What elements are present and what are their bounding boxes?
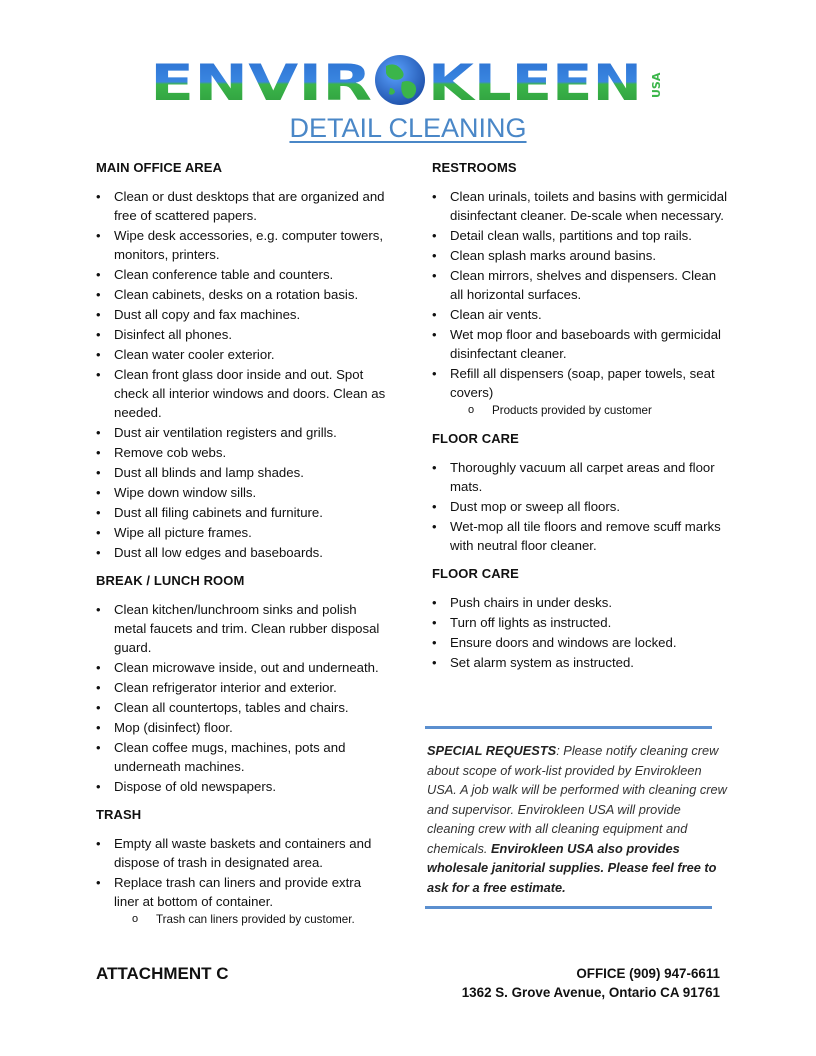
list-item [96,365,386,422]
bullet-icon: • [96,307,101,322]
bullet-icon: • [96,485,101,500]
section-break-lunch-room [96,571,386,796]
special-requests-label: SPECIAL REQUESTS [427,743,557,758]
list-item-text: Clean mirrors, shelves and dispensers. Clean all horizontal surfaces. [450,268,717,302]
section-trash [96,805,386,928]
section-heading: FLOOR CARE [432,431,519,446]
special-requests-text: : Please notify cleaning crew about scope of work-list provided by Envirokleen USA. A job walk will be performed with cleaning crew and supervisor. Envirokleen USA will provide cleaning crew with all cleaning equipment and chemicals. [427,743,727,856]
bullet-icon: • [96,602,101,617]
list-item-text: Dust mop or sweep all floors. [450,499,621,514]
sub-note-text: Products provided by customer [492,404,652,417]
list-item-text: Dust all copy and fax machines. [114,307,301,322]
list-item [96,600,386,657]
list-item-text: Clean air vents. [450,307,542,322]
bullet-icon: • [432,460,437,475]
bullet-list [96,834,386,911]
list-item-text: Turn off lights as instructed. [450,615,612,630]
list-item [96,834,386,872]
bullet-icon: • [96,525,101,540]
bullet-icon: • [96,425,101,440]
list-item-text: Clean water cooler exterior. [114,347,275,362]
list-item-text: Clean kitchen/lunchroom sinks and polish metal faucets and trim. Clean rubber disposal guard. [114,602,380,655]
section-heading: FLOOR CARE [432,566,519,581]
special-requests [427,741,727,897]
bullet-icon: • [432,655,437,670]
list-item [96,777,386,796]
bullet-icon: • [96,189,101,204]
list-item-text: Clean cabinets, desks on a rotation basis. [114,287,359,302]
office-address: 1362 S. Grove Avenue, Ontario CA 91761 [461,985,720,1000]
list-item-text: Dust all filing cabinets and furniture. [114,505,323,520]
list-item [96,678,386,697]
special-requests-top-rule [425,726,712,729]
list-item [432,187,732,225]
bullet-icon: • [96,836,101,851]
bullet-icon: • [432,248,437,263]
list-item-text: Clean splash marks around basins. [450,248,656,263]
bullet-icon: • [432,268,437,283]
bullet-icon: • [432,499,437,514]
list-item-text: Dust air ventilation registers and grills. [114,425,337,440]
left-column [96,158,386,938]
bullet-icon: • [96,287,101,302]
list-item [96,698,386,717]
section-heading: RESTROOMS [432,160,517,175]
list-item [96,265,386,284]
list-item [96,345,386,364]
bullet-icon: • [96,779,101,794]
bullet-icon: • [96,740,101,755]
list-item [96,187,386,225]
globe-icon [375,55,425,105]
section-heading: BREAK / LUNCH ROOM [96,573,245,588]
list-item [96,503,386,522]
list-item-text: Wipe desk accessories, e.g. computer towers, monitors, printers. [114,228,383,262]
bullet-icon: • [432,595,437,610]
bullet-icon: • [96,875,101,890]
list-item-text: Dispose of old newspapers. [114,779,277,794]
bullet-icon: • [96,267,101,282]
bullet-icon: • [96,700,101,715]
list-item [432,517,732,555]
list-item [96,325,386,344]
bullet-icon: • [432,307,437,322]
bullet-icon: • [96,327,101,342]
bullet-icon: • [432,228,437,243]
list-item [96,718,386,737]
list-item [96,523,386,542]
list-item [96,226,386,264]
logo-text-right: KLEEN [428,54,642,108]
bullet-icon: • [432,615,437,630]
bullet-icon: • [432,366,437,381]
list-item-text: Set alarm system as instructed. [450,655,634,670]
sub-bullet-icon: o [132,913,139,925]
list-item-text: Clean front glass door inside and out. Spot check all interior windows and doors. Clean as needed. [114,367,386,420]
list-item-text: Clean all countertops, tables and chairs. [114,700,349,715]
bullet-icon: • [96,660,101,675]
section-floor-care [432,564,732,672]
list-item [432,325,732,363]
list-item-text: Clean microwave inside, out and underneath. [114,660,379,675]
list-item [432,246,732,265]
list-item [96,658,386,677]
section-heading: MAIN OFFICE AREA [96,160,223,175]
bullet-icon: • [96,347,101,362]
list-item [432,226,732,245]
sub-note-text: Trash can liners provided by customer. [156,913,355,926]
office-phone: OFFICE (909) 947-6611 [576,966,720,981]
sub-bullet-icon: o [468,404,475,416]
list-item [432,653,732,672]
bullet-icon: • [96,505,101,520]
list-item-text: Remove cob webs. [114,445,227,460]
bullet-list [432,593,732,672]
bullet-icon: • [432,519,437,534]
section-main-office-area [96,158,386,562]
bullet-list [96,187,386,562]
list-item-text: Detail clean walls, partitions and top rails. [450,228,692,243]
envirokleen-logo [150,52,670,108]
bullet-icon: • [432,189,437,204]
list-item [96,423,386,442]
list-item [96,305,386,324]
list-item-text: Wet mop floor and baseboards with germicidal disinfectant cleaner. [450,327,721,361]
list-item [432,593,732,612]
bullet-icon: • [96,445,101,460]
bullet-icon: • [96,465,101,480]
list-item-text: Clean urinals, toilets and basins with germicidal disinfectant cleaner. De-scale when necessary. [450,189,728,223]
list-item [432,364,732,402]
list-item [96,285,386,304]
page-title: DETAIL CLEANING [289,113,527,143]
list-item [432,497,732,516]
list-item [432,305,732,324]
right-column [432,158,732,681]
list-item [96,873,386,911]
section-heading: TRASH [96,807,142,822]
list-item-text: Wet-mop all tile floors and remove scuff marks with neutral floor cleaner. [450,519,721,553]
list-item-text: Clean or dust desktops that are organized and free of scattered papers. [114,189,385,223]
bullet-icon: • [96,228,101,243]
list-item-text: Clean conference table and counters. [114,267,334,282]
bullet-list [432,187,732,402]
attachment-label: ATTACHMENT C [96,964,229,983]
list-item [96,463,386,482]
logo-text-left: ENVIR [150,54,372,108]
list-item-text: Dust all blinds and lamp shades. [114,465,304,480]
bullet-icon: • [96,545,101,560]
list-item [96,443,386,462]
office-contact [462,964,720,1002]
list-item-text: Wipe all picture frames. [114,525,252,540]
list-item-text: Disinfect all phones. [114,327,233,342]
list-item-text: Wipe down window sills. [114,485,257,500]
bullet-icon: • [96,720,101,735]
list-item [432,613,732,632]
list-item-text: Clean refrigerator interior and exterior. [114,680,337,695]
list-item-text: Empty all waste baskets and containers and dispose of trash in designated area. [114,836,372,870]
sub-note [96,911,386,928]
list-item-text: Thoroughly vacuum all carpet areas and floor mats. [450,460,715,494]
list-item-text: Push chairs in under desks. [450,595,612,610]
bullet-icon: • [432,327,437,342]
list-item [432,266,732,304]
bullet-list [96,600,386,796]
list-item [96,483,386,502]
bullet-icon: • [96,680,101,695]
list-item [96,738,386,776]
bullet-icon: • [432,635,437,650]
list-item-text: Mop (disinfect) floor. [114,720,233,735]
list-item [432,633,732,652]
list-item-text: Replace trash can liners and provide extra liner at bottom of container. [114,875,362,909]
list-item-text: Dust all low edges and baseboards. [114,545,323,560]
special-requests-bottom-rule [425,906,712,909]
list-item-text: Ensure doors and windows are locked. [450,635,677,650]
sub-note [432,402,732,419]
bullet-icon: • [96,367,101,382]
special-requests-bold-text: Envirokleen USA also provides wholesale janitorial supplies. Please feel free to ask for a free estimate. [427,840,717,895]
section-floor-care [432,429,732,555]
bullet-list [432,458,732,555]
list-item-text: Clean coffee mugs, machines, pots and underneath machines. [114,740,346,774]
list-item [432,458,732,496]
section-restrooms [432,158,732,419]
logo-suffix: USA [650,72,663,98]
list-item-text: Refill all dispensers (soap, paper towels, seat covers) [450,366,715,400]
list-item [96,543,386,562]
